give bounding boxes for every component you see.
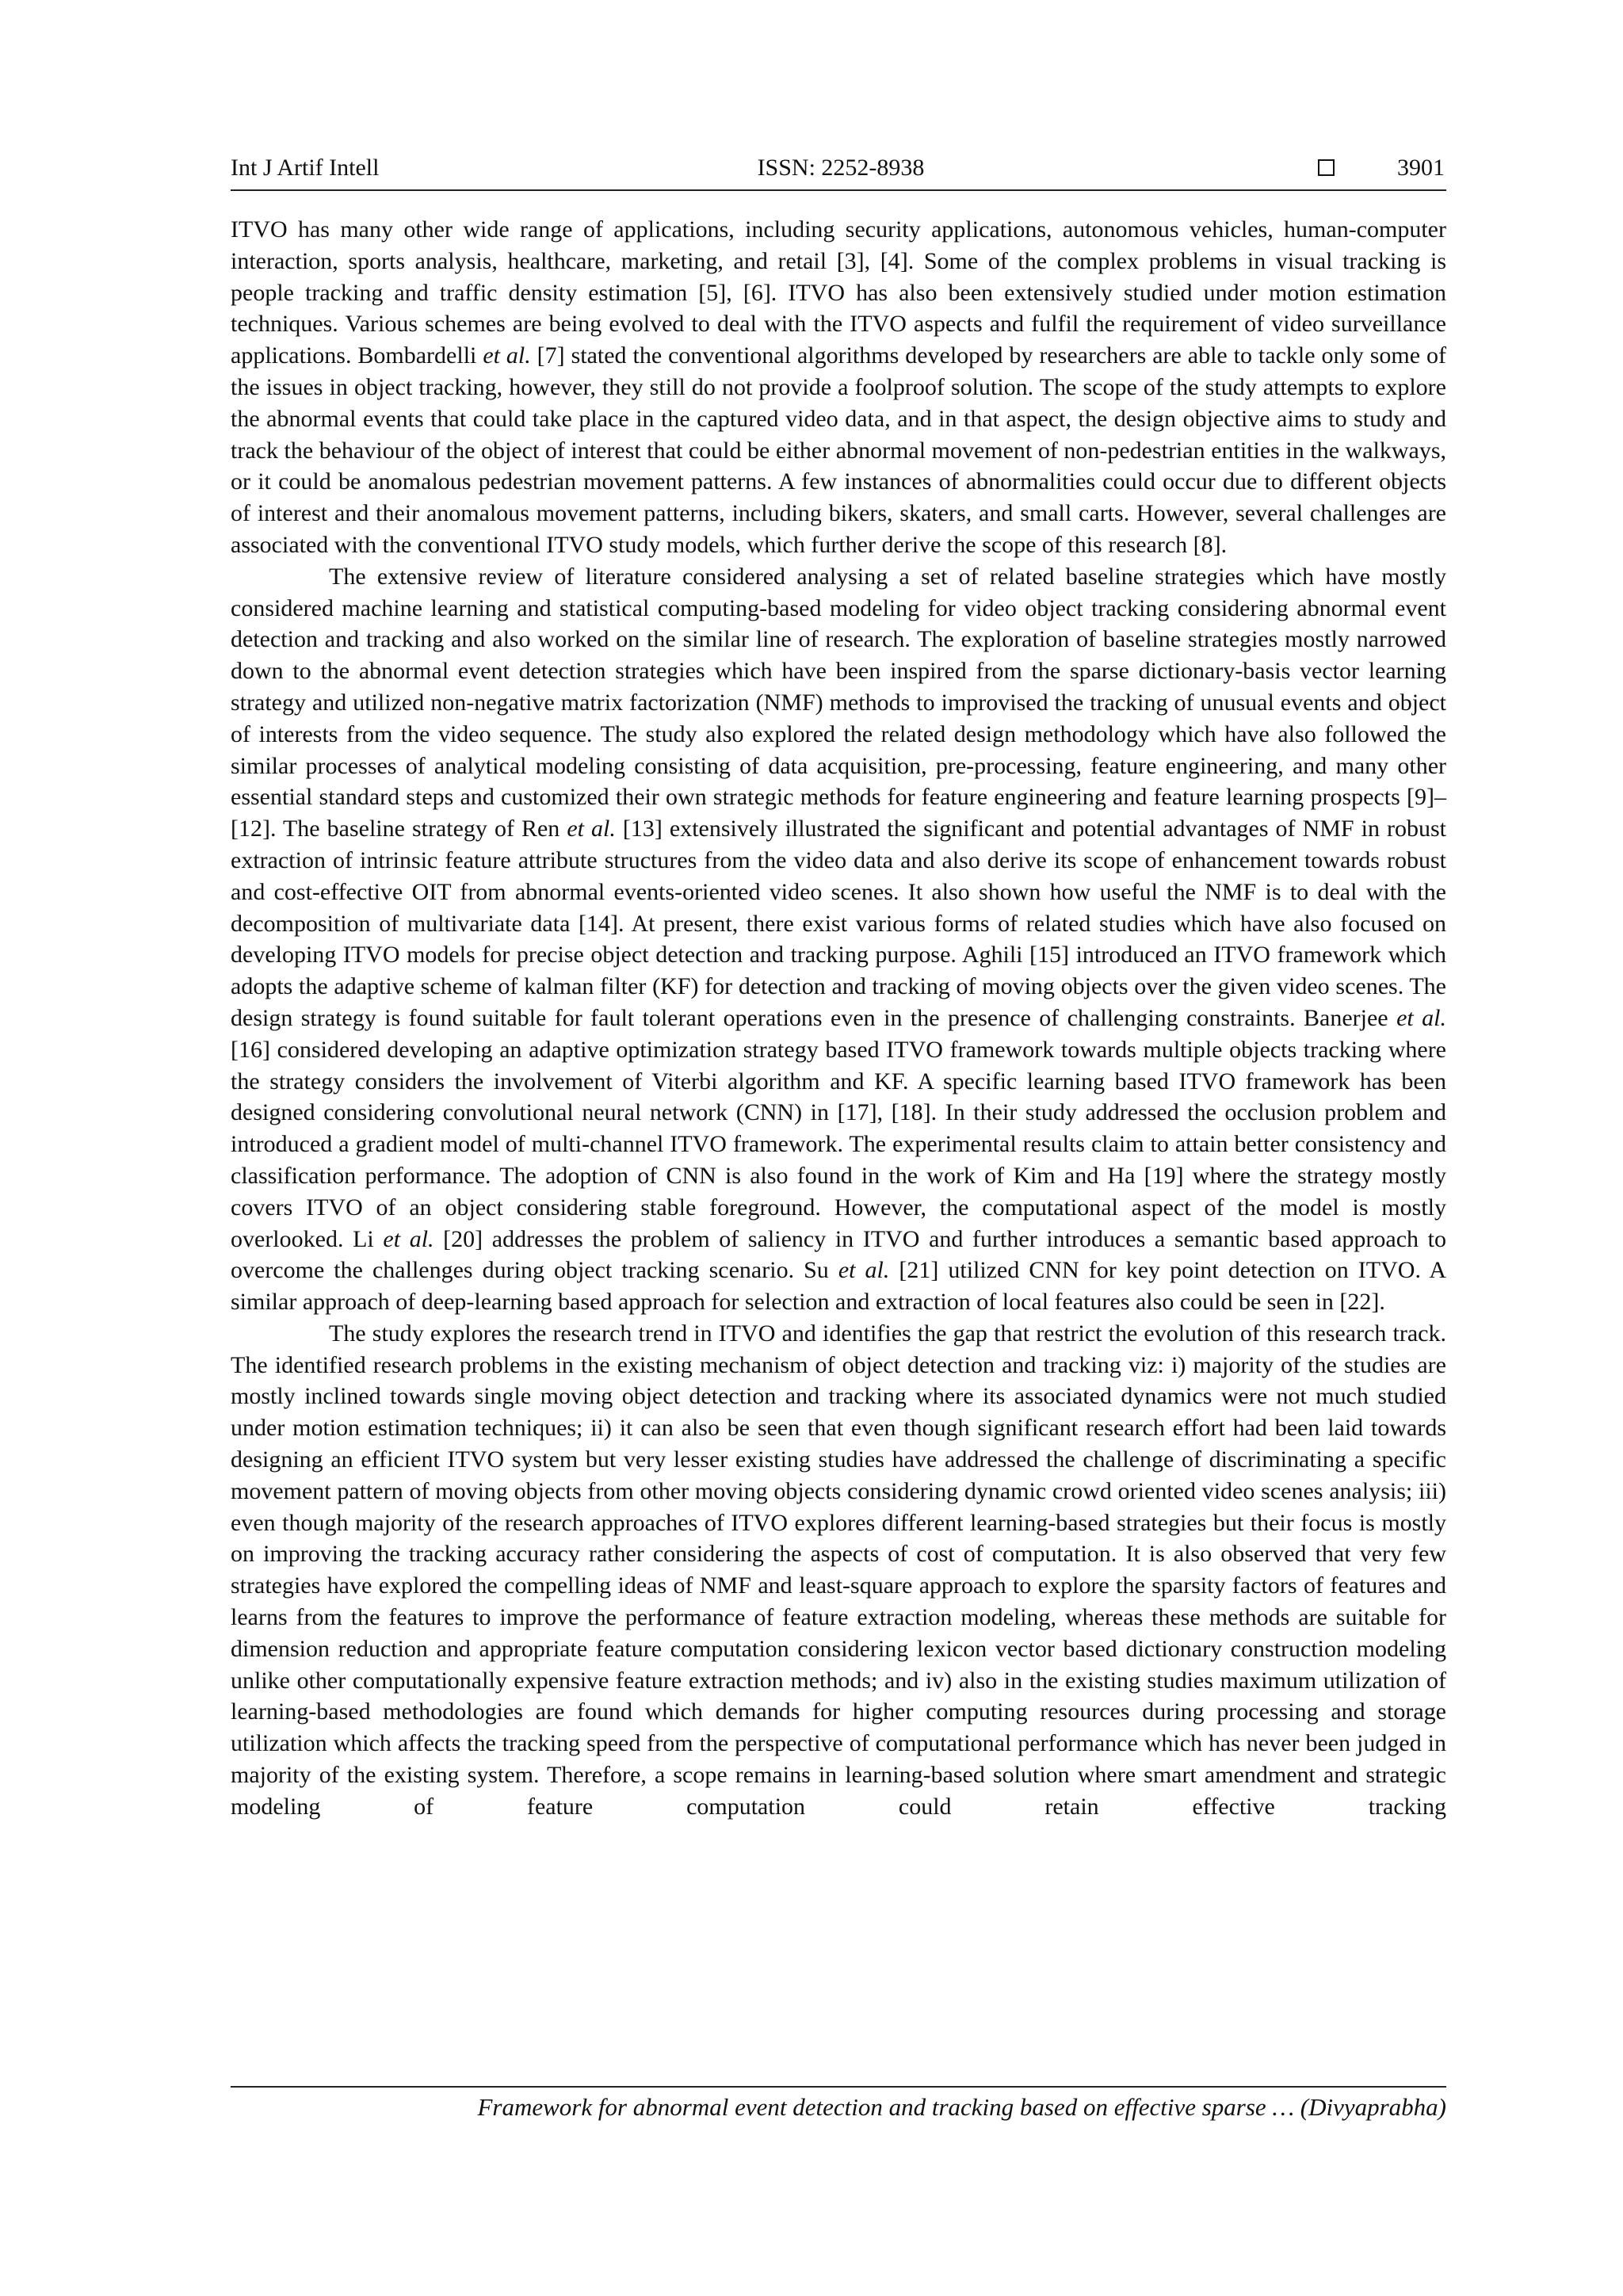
page-box-icon bbox=[1318, 159, 1335, 176]
paragraph bbox=[231, 214, 1446, 561]
text-run: [13] extensively illustrated the significant and potential advantages of NMF in robust extraction of intrinsic feature attribute structures from the video data and also derive its scope of enhancement towards robust and cost-effective OIT from abnormal events-oriented video scenes. It also shown how useful the NMF is to deal with the decomposition of multivariate data [14]. At present, there exist various forms of related studies which have also focused on developing ITVO models for precise object detection and tracking purpose. Aghili [15] introduced an ITVO framework which adopts the adaptive scheme of kalman filter (KF) for detection and tracking of moving objects over the given video scenes. The design strategy is found suitable for fault tolerant operations even in the presence of challenging constraints. Banerjee bbox=[231, 816, 1446, 1031]
text-run: [7] stated the conventional algorithms developed by researchers are able to tackle only some of the issues in object tracking, however, they still do not provide a foolproof solution. The scope of the study attempts to explore the abnormal events that could take place in the captured video data, and in that aspect, the design objective aims to study and track the behaviour of the object of interest that could be either abnormal movement of non-pedestrian entities in the walkways, or it could be anomalous pedestrian movement patterns. A few instances of abnormalities could occur due to different objects of interest and their anomalous movement patterns, including bikers, skaters, and small carts. However, several challenges are associated with the conventional ITVO study models, which further derive the scope of this research [8]. bbox=[231, 342, 1446, 558]
running-title: Framework for abnormal event detection and tracking based on effective sparse … (Divyaprabha) bbox=[477, 2093, 1446, 2121]
text-run: ITVO has many other wide range of applications, including security applications, autonomous vehicles, human-computer interaction, sports analysis, healthcare, marketing, and retail [3], [4]. Some of the complex problems in visual tracking is people tracking and traffic density estimation [5], [6]. ITVO has also been extensively studied under motion estimation techniques. Various schemes are being evolved to deal with the ITVO aspects and fulfil the requirement of video surveillance applications. Bombardelli bbox=[231, 216, 1446, 369]
page-number: 3901 bbox=[1397, 155, 1445, 181]
issn: ISSN: 2252-8938 bbox=[757, 155, 925, 181]
journal-name: Int J Artif Intell bbox=[231, 155, 380, 181]
paragraph bbox=[231, 1318, 1446, 1823]
paragraph bbox=[231, 561, 1446, 1318]
italic-text: et al. bbox=[838, 1257, 890, 1284]
italic-text: et al. bbox=[1396, 1004, 1446, 1031]
italic-text: et al. bbox=[383, 1225, 434, 1252]
text-run: [20] addresses the problem of saliency in ITVO and further introduces a semantic based approach to overcome the challenges during object tracking scenario. Su bbox=[231, 1225, 1446, 1284]
page-header bbox=[231, 153, 1446, 191]
italic-text: et al. bbox=[483, 342, 531, 369]
text-run: The study explores the research trend in ITVO and identifies the gap that restrict the evolution of this research track. The identified research problems in the existing mechanism of object detection and tracking viz: i) majority of the studies are mostly inclined towards single moving object detection and tracking where its associated dynamics were not much studied under motion estimation techniques; ii) it can also be seen that even though significant research effort had been laid towards designing an efficient ITVO system but very lesser existing studies have addressed the challenge of discriminating a specific movement pattern of moving objects from other moving objects considering dynamic crowd oriented video scenes analysis; iii) even though majority of the research approaches of ITVO explores different learning-based strategies but their focus is mostly on improving the tracking accuracy rather considering the aspects of cost of computation. It is also observed that very few strategies have explored the compelling ideas of NMF and least-square approach to explore the sparsity factors of features and learns from the features to improve the performance of feature extraction modeling, whereas these methods are suitable for dimension reduction and appropriate feature computation considering lexicon vector based dictionary construction modeling unlike other computationally expensive feature extraction methods; and iv) also in the existing studies maximum utilization of learning-based methodologies are found which demands for higher computing resources during processing and storage utilization which affects the tracking speed from the perspective of computational performance which has never been judged in majority of the existing system. Therefore, a scope remains in learning-based solution where smart amendment and strategic modeling of feature computation could retain effective tracking bbox=[231, 1320, 1446, 1820]
text-run: [21] utilized CNN for key point detection on ITVO. A similar approach of deep-learning based approach for selection and extraction of local features also could be seen in [22]. bbox=[231, 1257, 1446, 1316]
italic-text: et al. bbox=[567, 816, 616, 842]
body-text bbox=[231, 214, 1446, 1823]
text-run: [16] considered developing an adaptive optimization strategy based ITVO framework towards multiple objects tracking where the strategy considers the involvement of Viterbi algorithm and KF. A specific learning based ITVO framework has been designed considering convolutional neural network (CNN) in [17], [18]. In their study addressed the occlusion problem and introduced a gradient model of multi-channel ITVO framework. The experimental results claim to attain better consistency and classification performance. The adoption of CNN is also found in the work of Kim and Ha [19] where the strategy mostly covers ITVO of an object considering stable foreground. However, the computational aspect of the model is mostly overlooked. Li bbox=[231, 1036, 1446, 1252]
text-run: The extensive review of literature considered analysing a set of related baseline strategies which have mostly considered machine learning and statistical computing-based modeling for video object tracking considering abnormal event detection and tracking and also worked on the similar line of research. The exploration of baseline strategies mostly narrowed down to the abnormal event detection strategies which have been inspired from the sparse dictionary-basis vector learning strategy and utilized non-negative matrix factorization (NMF) methods to improvised the tracking of unusual events and object of interests from the video sequence. The study also explored the related design methodology which have also followed the similar processes of analytical modeling consisting of data acquisition, pre-processing, feature engineering, and many other essential standard steps and customized their own strategic methods for feature engineering and feature learning prospects [9]–[12]. The baseline strategy of Ren bbox=[231, 563, 1446, 842]
footer-rule bbox=[231, 2086, 1446, 2088]
